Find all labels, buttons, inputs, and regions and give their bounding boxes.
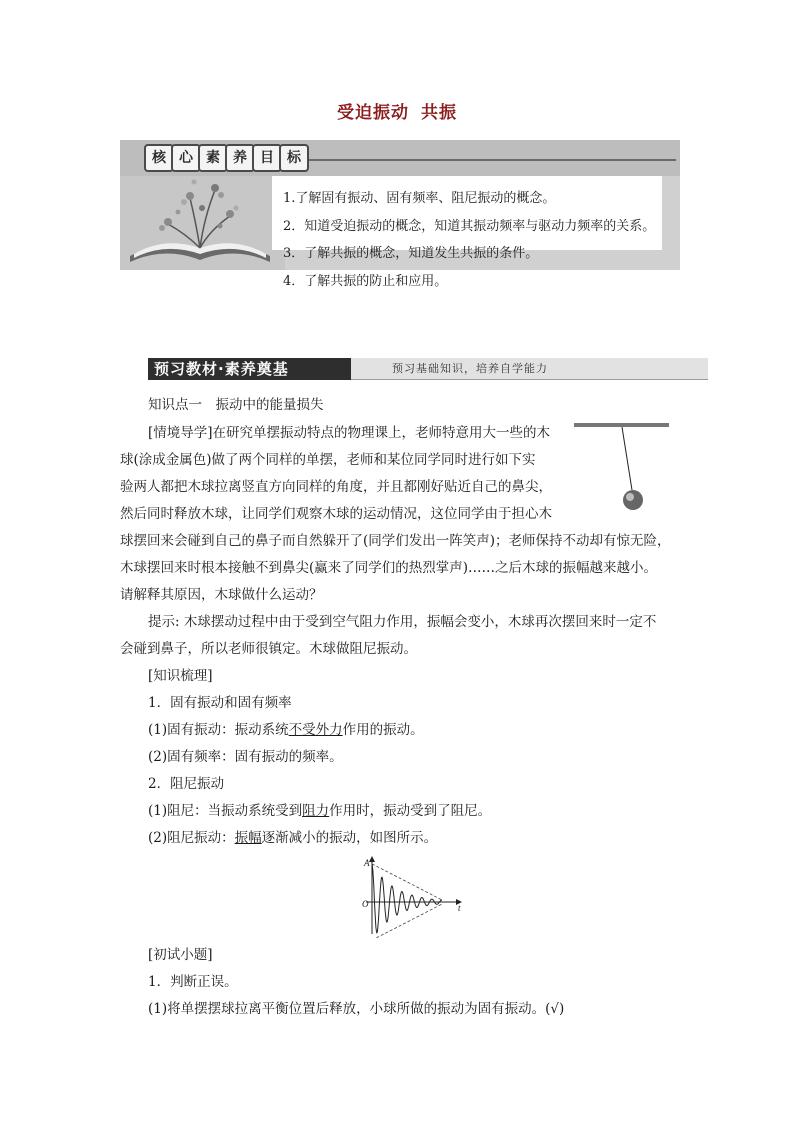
tag-char-5: 目 bbox=[252, 144, 282, 172]
quiz-item1: 1．判断正误。 bbox=[148, 974, 238, 990]
scenario-line-3: 验两人都把木球拉离竖直方向同样的角度，并且都刚好贴近自己的鼻尖， bbox=[120, 479, 552, 495]
tag-char-2: 心 bbox=[171, 144, 201, 172]
scenario-line-1: [情境导学]在研究单摆振动特点的物理课上，老师特意用大一些的木 bbox=[148, 425, 551, 441]
banner-rule bbox=[306, 159, 676, 161]
knowledge-review-item2: 2．阻尼振动 bbox=[148, 776, 225, 792]
graph-envelope bbox=[372, 864, 442, 938]
quiz-heading: [初试小题] bbox=[148, 947, 213, 963]
graph-origin-label: O bbox=[362, 899, 369, 909]
tag-char-3: 素 bbox=[198, 144, 228, 172]
scenario-line-7: 请解释其原因，木球做什么运动？ bbox=[120, 587, 323, 603]
scenario-line-2: 球(涂成金属色)做了两个同样的单摆，老师和某位同学同时进行如下实 bbox=[120, 452, 536, 468]
objective-4: 4．了解共振的防止和应用。 bbox=[283, 274, 448, 289]
pendulum-figure bbox=[574, 418, 670, 518]
item1a-pre: (1)固有振动：振动系统 bbox=[148, 722, 289, 738]
knowledge-review-item2a bbox=[148, 802, 491, 820]
section-header-sub: 预习基础知识，培养自学能力 bbox=[392, 362, 548, 375]
tag-char-4: 养 bbox=[225, 144, 255, 172]
objective-3: 3．了解共振的概念，知道发生共振的条件。 bbox=[283, 246, 539, 261]
knowledge-review-heading: [知识梳理] bbox=[148, 668, 213, 684]
hint-line-2: 会碰到鼻子，所以老师很镇定。木球做阻尼振动。 bbox=[120, 641, 417, 657]
item2a-post: 作用时，振动受到了阻尼。 bbox=[329, 803, 492, 819]
page-title bbox=[0, 98, 794, 123]
hint-line-1: 提示: 木球摆动过程中由于受到空气阻力作用，振幅会变小，木球再次摆回来时一定不 bbox=[148, 614, 657, 630]
tag-char-1: 核 bbox=[144, 144, 174, 172]
scenario-line-6: 木球摆回来时根本接触不到鼻尖(赢来了同学们的热烈掌声)……之后木球的振幅越来越小。 bbox=[120, 560, 658, 576]
item2b-post: 逐渐减小的振动，如图所示。 bbox=[261, 830, 438, 846]
tag-char-6: 标 bbox=[279, 144, 309, 172]
scenario-line-5: 球摆回来会碰到自己的鼻子而自然躲开了(同学们发出一阵笑声)；老师保持不动却有惊无险， bbox=[120, 533, 671, 549]
graph-x-label: t bbox=[458, 903, 461, 913]
objective-2: 2．知道受迫振动的概念，知道其振动频率与驱动力频率的关系。 bbox=[283, 219, 656, 234]
section-header-main: 预习教材·素养奠基 bbox=[148, 358, 351, 380]
book-flower-illustration bbox=[120, 168, 280, 268]
title-part2: 共振 bbox=[421, 103, 457, 123]
item2b-answer: 振幅 bbox=[234, 830, 262, 846]
scenario-line-4: 然后同时释放木球，让同学们观察木球的运动情况，这位同学由于担心木 bbox=[120, 506, 552, 522]
item1a-answer: 不受外力 bbox=[288, 722, 343, 738]
item2a-pre: (1)阻尼：当振动系统受到 bbox=[148, 803, 303, 819]
graph-y-label: A bbox=[364, 858, 370, 868]
title-part1: 受迫振动 bbox=[337, 103, 409, 123]
damped-vibration-graph bbox=[352, 854, 466, 938]
quiz-item1a: (1)将单摆摆球拉离平衡位置后释放，小球所做的振动为固有振动。(√) bbox=[148, 1001, 565, 1017]
item2b-pre: (2)阻尼振动： bbox=[148, 830, 235, 846]
knowledge-point-title: 知识点一 振动中的能量损失 bbox=[148, 397, 324, 413]
knowledge-review-item2b bbox=[148, 829, 437, 847]
knowledge-review-item1a bbox=[148, 721, 424, 739]
graph-damped-wave bbox=[372, 864, 442, 933]
knowledge-review-item1b: (2)固有频率：固有振动的频率。 bbox=[148, 749, 343, 765]
knowledge-review-item1: 1．固有振动和固有频率 bbox=[148, 695, 292, 711]
objective-1: 1.了解固有振动、固有频率、阻尼振动的概念。 bbox=[283, 191, 556, 206]
item1a-post: 作用的振动。 bbox=[342, 722, 424, 738]
item2a-answer: 阻力 bbox=[302, 803, 330, 819]
objectives-tag bbox=[144, 144, 304, 170]
